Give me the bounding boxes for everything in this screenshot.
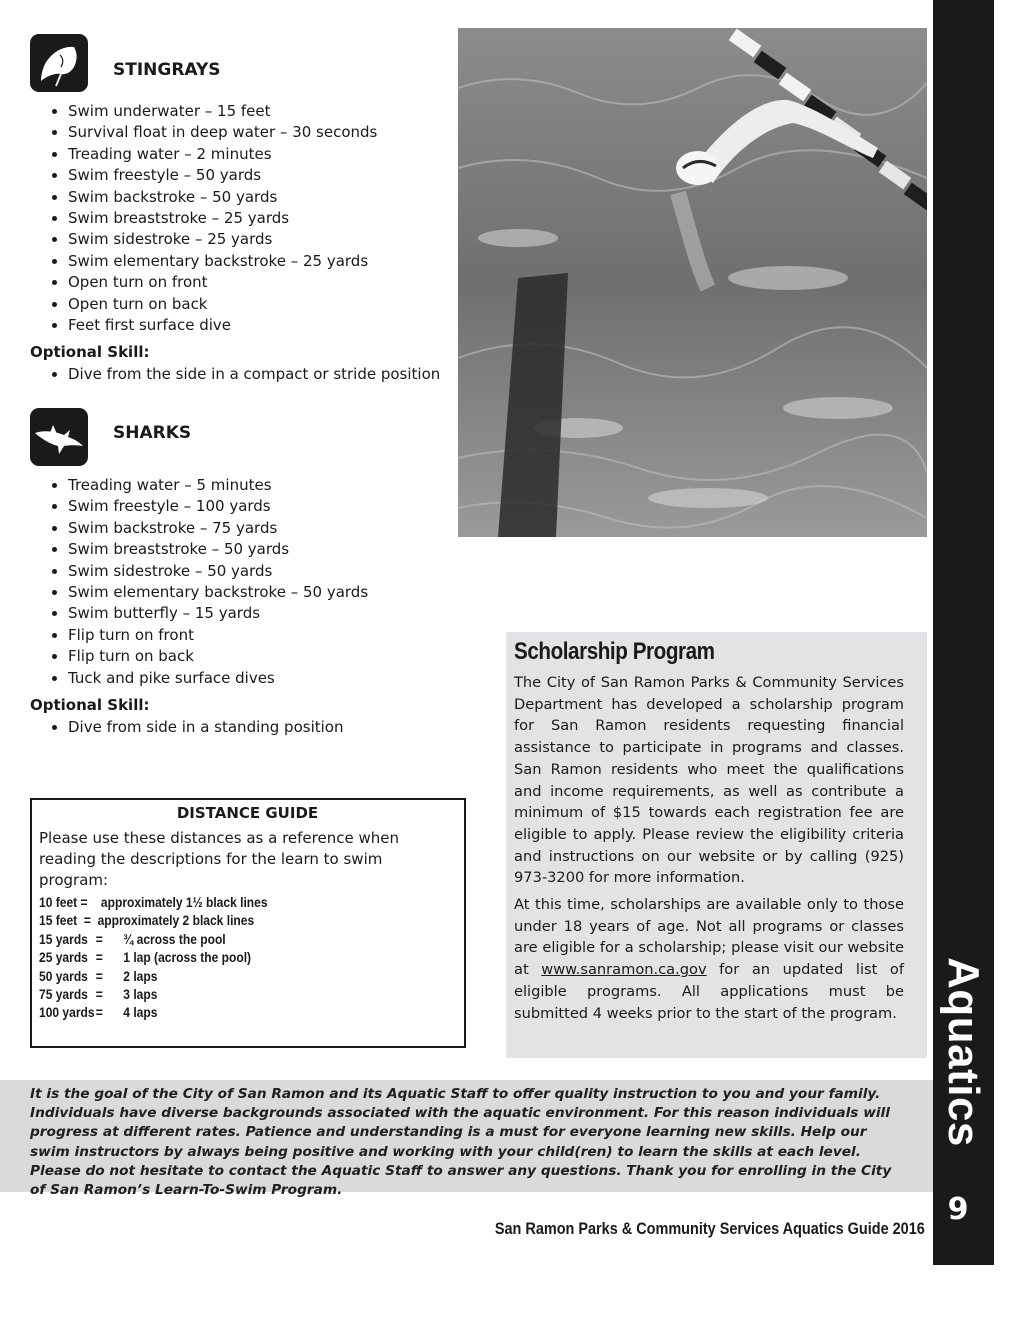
distance-guide-intro: Please use these distances as a reference when reading the descriptions for the learn to swim program: [39, 829, 399, 889]
page-number: 9 [947, 1192, 969, 1227]
side-tab-title: Aquatics [939, 957, 988, 1147]
list-item: • Flip turn on back [68, 646, 368, 667]
stingrays-optional-list [48, 364, 440, 385]
stingrays-skill-list [48, 101, 377, 336]
distance-value: 4 laps [123, 1004, 158, 1021]
list-item: • Survival float in deep water – 30 seconds [68, 122, 377, 143]
scholarship-text: for an updated list of eligible programs. All applications must be submitted 4 weeks prior to the start of the program. [514, 961, 904, 1022]
distance-value: 2 laps [123, 967, 158, 984]
distance-equals: = [95, 967, 103, 984]
website-link[interactable]: www.sanramon.ca.gov [541, 961, 707, 979]
list-item: • Swim underwater – 15 feet [68, 101, 377, 122]
sharks-optional-label: Optional Skill: [30, 696, 150, 714]
list-item: • Swim elementary backstroke – 50 yards [68, 582, 368, 603]
scholarship-panel [506, 632, 927, 1058]
list-item: • Swim breaststroke – 50 yards [68, 539, 368, 560]
list-item: • Swim freestyle – 100 yards [68, 496, 368, 517]
distance-equals: = [95, 949, 103, 966]
stingray-icon [30, 34, 88, 92]
goal-statement-band [0, 1080, 933, 1199]
distance-row [39, 948, 398, 966]
scholarship-title: Scholarship Program [514, 638, 715, 665]
distance-label: 15 yards [39, 930, 88, 947]
list-item: • Swim freestyle – 50 yards [68, 165, 377, 186]
scholarship-paragraph: The City of San Ramon Parks & Community Services Department has developed a scholarship program for San Ramon residents requesting financial assistance to participate in programs and classes. San Ramon residents who meet the qualifications and income requirements, as well as contribute a minimum of $15 towards each registration fee are eligible to apply. Please review the eligibility criteria and instructions on our website or by calling (925) 973-3200 for more information. [514, 674, 904, 887]
distance-row [39, 893, 398, 911]
list-item: • Tuck and pike surface dives [68, 668, 368, 689]
distance-label: 100 yards [39, 1004, 95, 1021]
distance-guide-box [30, 798, 466, 1048]
distance-value: ¾ across the pool [123, 930, 226, 947]
footer-text: San Ramon Parks & Community Services Aquatics Guide 2016 [495, 1219, 925, 1238]
list-item: • Swim breaststroke – 25 yards [68, 208, 377, 229]
distance-label: 75 yards [39, 986, 88, 1003]
swimmer-photo [458, 28, 927, 537]
list-item: • Dive from the side in a compact or stride position [68, 364, 440, 385]
distance-equals: = [95, 1004, 103, 1021]
list-item: • Treading water – 2 minutes [68, 144, 377, 165]
list-item: • Swim butterfly – 15 yards [68, 603, 368, 624]
distance-value: 1 lap (across the pool) [123, 949, 252, 966]
list-item: • Swim sidestroke – 25 yards [68, 229, 377, 250]
distance-row [39, 967, 398, 985]
distance-label: 15 feet [39, 912, 78, 929]
list-item: • Treading water – 5 minutes [68, 475, 368, 496]
list-item: • Swim elementary backstroke – 25 yards [68, 251, 377, 272]
distance-equals: = [95, 930, 103, 947]
distance-row [39, 1003, 398, 1021]
list-item: • Flip turn on front [68, 625, 368, 646]
list-item: • Feet first surface dive [68, 315, 377, 336]
scholarship-text: At this time, scholarships are available only to those under 18 years of age. Not all programs or classes are eligible for a scholarship; please visit our website at [514, 896, 904, 979]
sharks-optional-list [48, 717, 343, 738]
stingrays-title: STINGRAYS [113, 60, 221, 80]
shark-icon [30, 408, 88, 466]
distance-value: approximately 1½ black lines [100, 894, 268, 910]
scholarship-paragraph [514, 894, 904, 1024]
list-item: • Dive from side in a standing position [68, 717, 343, 738]
distance-row [39, 985, 398, 1003]
list-item: • Swim sidestroke – 50 yards [68, 561, 368, 582]
distance-value: 3 laps [123, 986, 158, 1003]
distance-label: 25 yards [39, 949, 88, 966]
list-item: • Open turn on back [68, 294, 377, 315]
sharks-skill-list [48, 475, 368, 689]
stingrays-optional-label: Optional Skill: [30, 343, 150, 361]
distance-value: approximately 2 black lines [97, 912, 255, 929]
distance-row [39, 911, 398, 929]
list-item: • Swim backstroke – 75 yards [68, 518, 368, 539]
distance-guide-title: DISTANCE GUIDE [176, 804, 319, 822]
goal-statement: It is the goal of the City of San Ramon and its Aquatic Staff to offer quality instruction to you and your family. Individuals have diverse backgrounds associated with the aquatic environment. For this reason individuals will progress at different rates. Patience and understanding is a must for everyone learning new skills. Help our swim instructors by always being positive and working with your child(ren) to learn the skills at each level. Please do not hesitate to contact the Aquatic Staff to answer any questions. Thank you for enrolling in the City of San Ramon’s Learn-To-Swim Program. [30, 1086, 892, 1199]
distance-equals: = [83, 912, 91, 929]
list-item: • Swim backstroke – 50 yards [68, 187, 377, 208]
distance-label: 10 feet = [39, 894, 88, 910]
distance-equals: = [95, 986, 103, 1003]
list-item: • Open turn on front [68, 272, 377, 293]
distance-row [39, 930, 398, 948]
distance-label: 50 yards [39, 967, 88, 984]
sharks-title: SHARKS [113, 423, 192, 443]
